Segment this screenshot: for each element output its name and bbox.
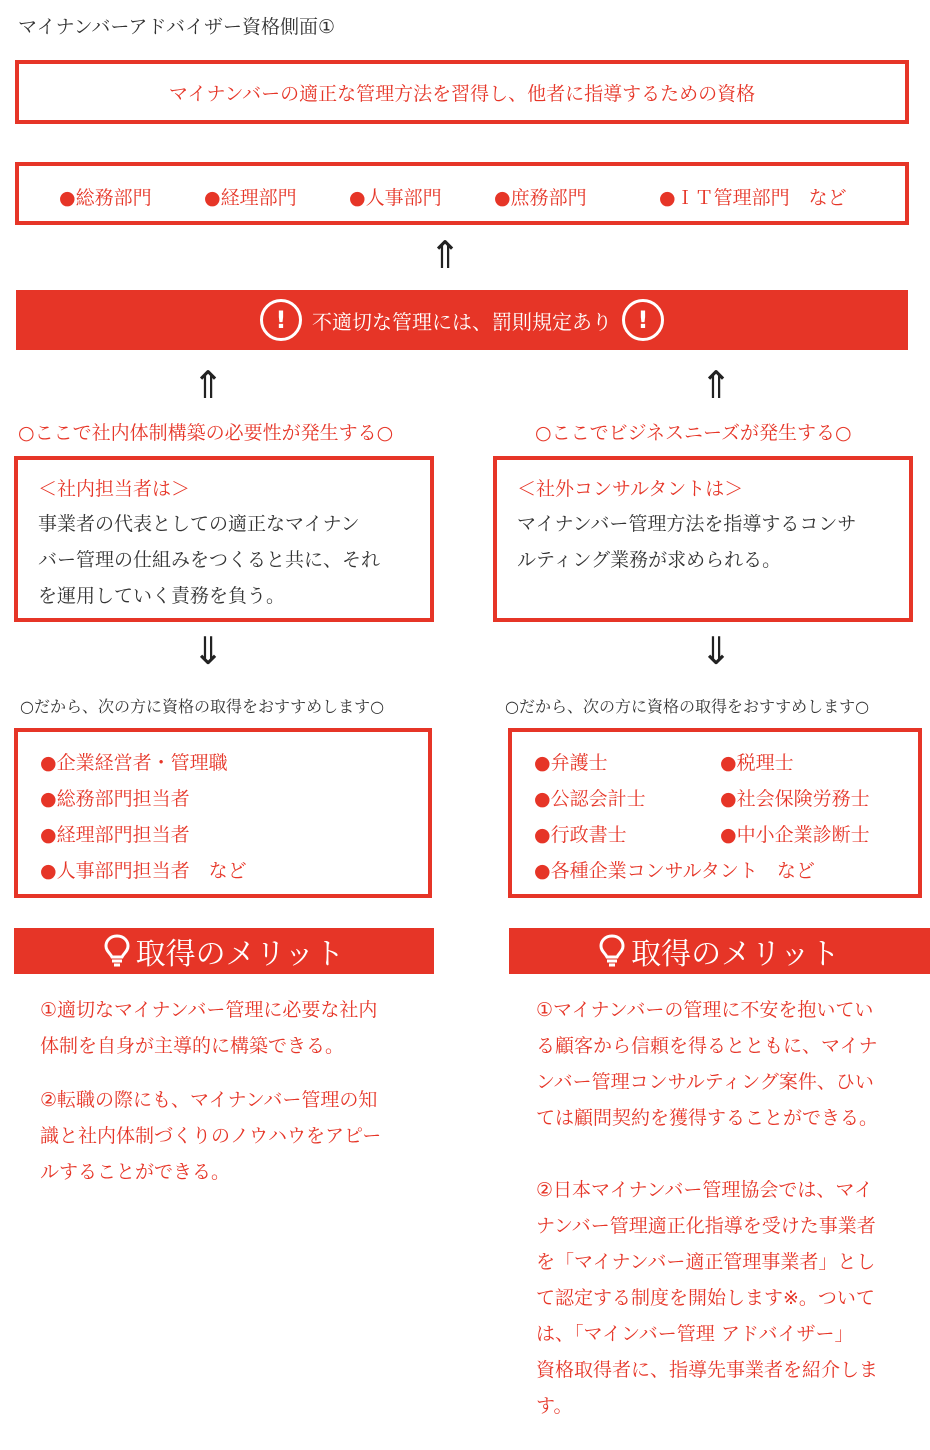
list-item: ●企業経営者・管理職 <box>40 752 228 774</box>
up-arrow-icon: ⇑ <box>700 363 732 407</box>
right-merit-2: ②日本マイナンバー管理協会では、マイ ナンバー管理適正化指導を受けた事業者 を「マイナンバー適正管理事業者」とし て認定する制度を開始します※。ついて は、「マインバー管理 アドバイザー」 資格取得者に、指導先事業者を紹介しま す。 <box>536 1179 879 1417</box>
down-arrow-icon: ⇓ <box>700 629 732 673</box>
left-merit-header <box>14 928 434 974</box>
up-arrow-icon: ⇑ <box>192 363 224 407</box>
external-consultant-box <box>493 456 913 622</box>
list-item: ●各種企業コンサルタント など <box>534 860 815 882</box>
list-item: ●税理士 <box>720 752 794 774</box>
up-arrow-icon: ⇑ <box>429 233 461 277</box>
department-item: ●総務部門 <box>59 187 152 209</box>
department-item: ●人事部門 <box>349 187 442 209</box>
right-recommendation-text: ○だから、次の方に資格の取得をおすすめします○ <box>505 697 870 716</box>
penalty-warning-banner <box>16 290 908 350</box>
department-item: ●ＩＴ管理部門 など <box>659 187 847 209</box>
left-recommendation-text: ○だから、次の方に資格の取得をおすすめします○ <box>20 697 385 716</box>
left-merit-1: ①適切なマイナンバー管理に必要な社内 体制を自身が主導的に構築できる。 <box>40 999 378 1057</box>
list-item: ●社会保険労務士 <box>720 788 870 810</box>
department-item: ●庶務部門 <box>494 187 587 209</box>
left-need-statement: ○ここで社内体制構築の必要性が発生する○ <box>18 422 394 444</box>
list-item: ●公認会計士 <box>534 788 646 810</box>
right-need-statement: ○ここでビジネスニーズが発生する○ <box>535 422 852 444</box>
merit-title: 取得のメリット <box>135 937 345 972</box>
list-item: ●人事部門担当者 など <box>40 860 247 882</box>
qualification-definition-text: マイナンバーの適正な管理方法を習得し、他者に指導するための資格 <box>168 82 756 105</box>
list-item: ●経理部門担当者 <box>40 824 190 846</box>
internal-recommended-list <box>14 728 432 898</box>
penalty-warning-text: 不適切な管理には、罰則規定あり <box>312 309 612 334</box>
exclamation-icon: ! <box>260 299 302 341</box>
list-item: ●中小企業診断士 <box>720 824 870 846</box>
lightbulb-icon <box>599 934 625 968</box>
left-merit-2: ②転職の際にも、マイナンバー管理の知 識と社内体制づくりのノウハウをアピー ルすることができる。 <box>40 1089 382 1183</box>
page-title: マイナンバーアドバイザー資格側面① <box>18 16 336 38</box>
right-merit-1: ①マイナンバーの管理に不安を抱いてい る顧客から信頼を得るとともに、マイナ ンバー管理コンサルティング案件、ひい ては顧問契約を獲得することができる。 <box>536 999 879 1129</box>
qualification-definition-box <box>15 60 909 124</box>
internal-staff-description: 事業者の代表としての適正なマイナン バー管理の仕組みをつくると共に、それ を運用していく責務を負う。 <box>38 513 381 607</box>
exclamation-icon: ! <box>622 299 664 341</box>
internal-staff-box <box>14 456 434 622</box>
department-item: ●経理部門 <box>204 187 297 209</box>
list-item: ●行政書士 <box>534 824 627 846</box>
external-recommended-list <box>508 728 922 898</box>
list-item: ●弁護士 <box>534 752 608 774</box>
external-consultant-description: マイナンバー管理方法を指導するコンサ ルティング業務が求められる。 <box>517 513 857 571</box>
internal-staff-heading: ＜社内担当者は＞ <box>38 478 191 500</box>
departments-box <box>15 162 909 225</box>
right-merit-header <box>509 928 930 974</box>
down-arrow-icon: ⇓ <box>192 629 224 673</box>
external-consultant-heading: ＜社外コンサルタントは＞ <box>517 478 744 500</box>
lightbulb-icon <box>104 934 130 968</box>
merit-title: 取得のメリット <box>631 937 840 972</box>
list-item: ●総務部門担当者 <box>40 788 190 810</box>
